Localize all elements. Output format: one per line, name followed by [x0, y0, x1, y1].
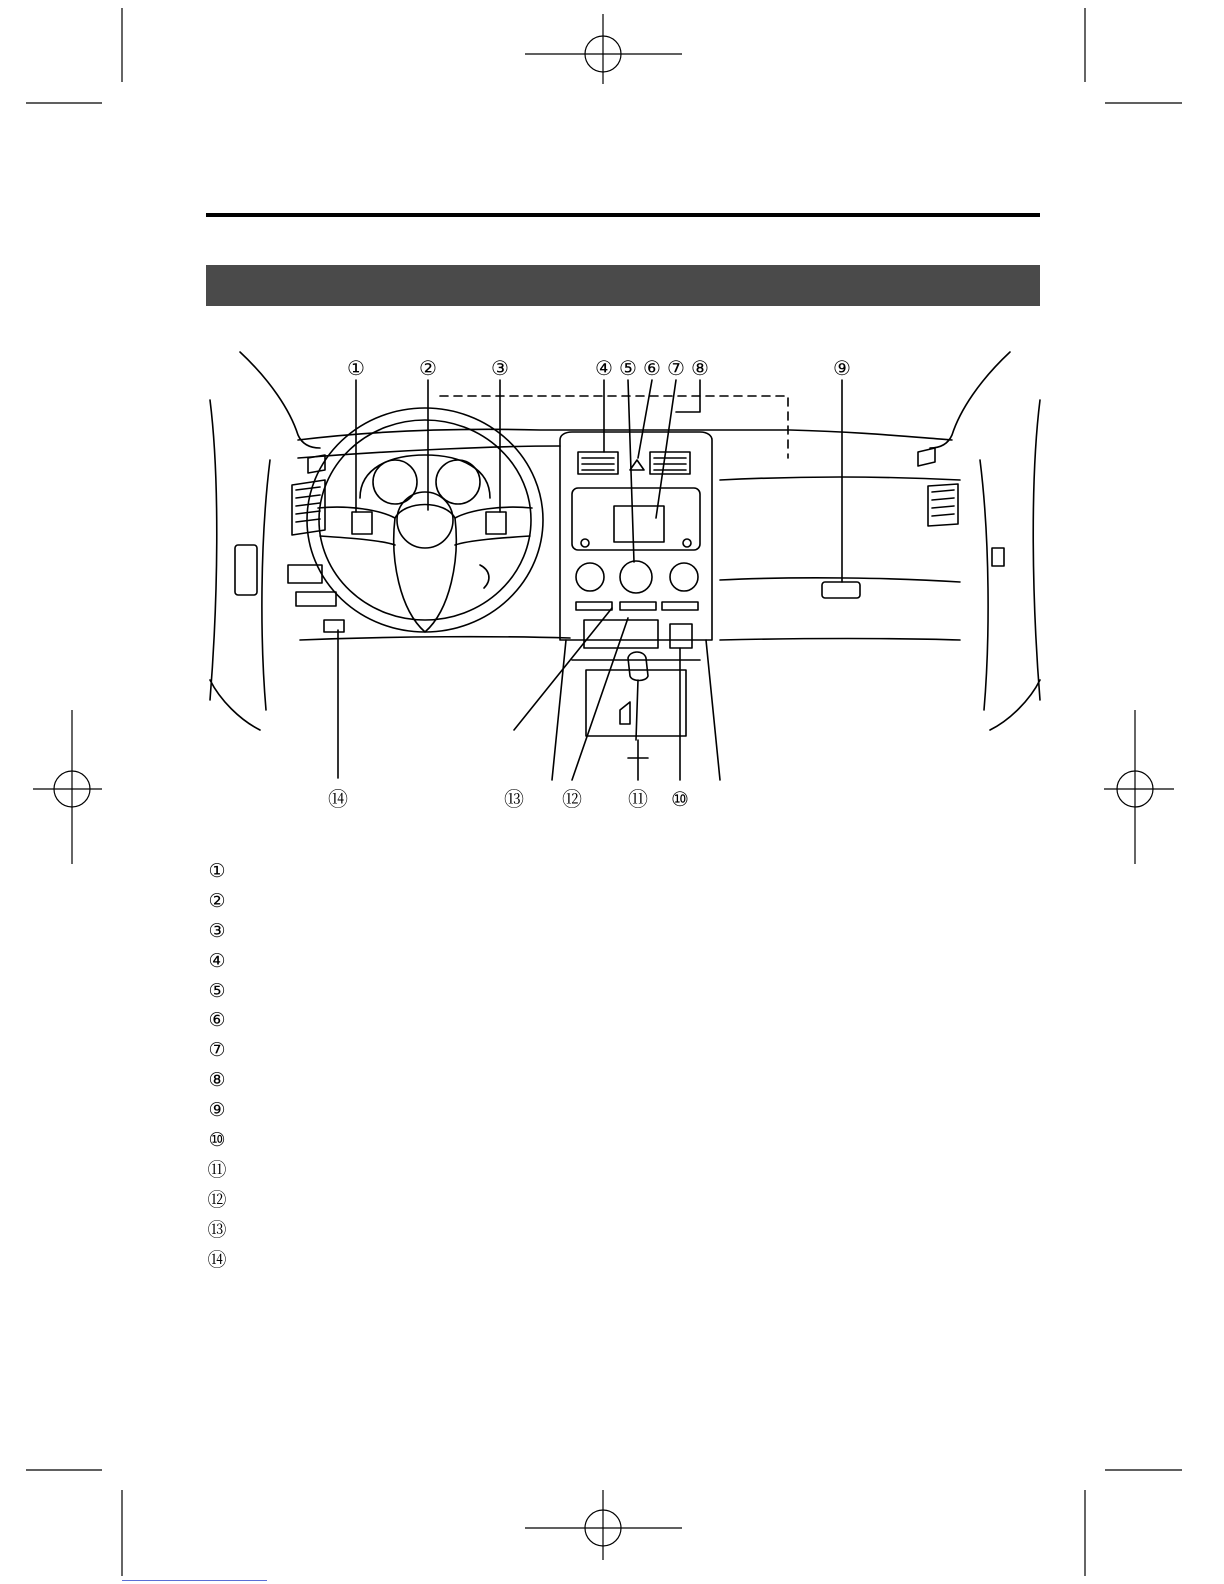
legend-item-4 [206, 946, 806, 976]
callout-2: ② [419, 356, 437, 380]
callout-13: ⑬ [504, 787, 524, 811]
legend-number: ⑥ [208, 1009, 226, 1032]
legend-number: ⑫ [207, 1188, 227, 1211]
legend-number: ① [208, 859, 226, 882]
bottom-link-line [122, 1580, 267, 1581]
legend-item-1 [206, 856, 806, 886]
callout-10: ⑩ [671, 787, 689, 811]
figure-callouts [328, 356, 851, 811]
legend-item-14 [206, 1245, 806, 1275]
legend-number: ⑪ [207, 1158, 227, 1181]
legend-item-7 [206, 1035, 806, 1065]
callout-14: ⑭ [328, 787, 348, 811]
legend-number: ⑬ [207, 1218, 227, 1241]
legend-number: ② [208, 889, 226, 912]
legend-item-3 [206, 916, 806, 946]
legend-number: ⑨ [208, 1099, 226, 1122]
legend-item-13 [206, 1215, 806, 1245]
legend-item-8 [206, 1065, 806, 1095]
legend-item-10 [206, 1125, 806, 1155]
legend-number: ⑭ [207, 1248, 227, 1271]
legend-item-6 [206, 1005, 806, 1035]
callout-6: ⑥ [643, 356, 661, 380]
legend-number: ⑧ [208, 1069, 226, 1092]
legend-item-2 [206, 886, 806, 916]
callout-5: ⑤ [619, 356, 637, 380]
legend-item-9 [206, 1095, 806, 1125]
legend-item-11 [206, 1155, 806, 1185]
callout-4: ④ [595, 356, 613, 380]
dashboard-illustration [200, 340, 1050, 820]
callout-legend [206, 856, 806, 1274]
callout-7: ⑦ [667, 356, 685, 380]
callout-11: ⑪ [628, 787, 648, 811]
header-rule [206, 213, 1040, 217]
legend-number: ⑤ [208, 979, 226, 1002]
legend-number: ③ [208, 919, 226, 942]
legend-number: ⑩ [208, 1128, 226, 1151]
callout-3: ③ [491, 356, 509, 380]
callout-12: ⑫ [562, 787, 582, 811]
legend-item-12 [206, 1185, 806, 1215]
legend-number: ⑦ [208, 1039, 226, 1062]
callout-1: ① [347, 356, 365, 380]
legend-item-5 [206, 976, 806, 1006]
section-title-bar [206, 265, 1040, 306]
callout-9: ⑨ [833, 356, 851, 380]
callout-8: ⑧ [691, 356, 709, 380]
legend-number: ④ [208, 949, 226, 972]
